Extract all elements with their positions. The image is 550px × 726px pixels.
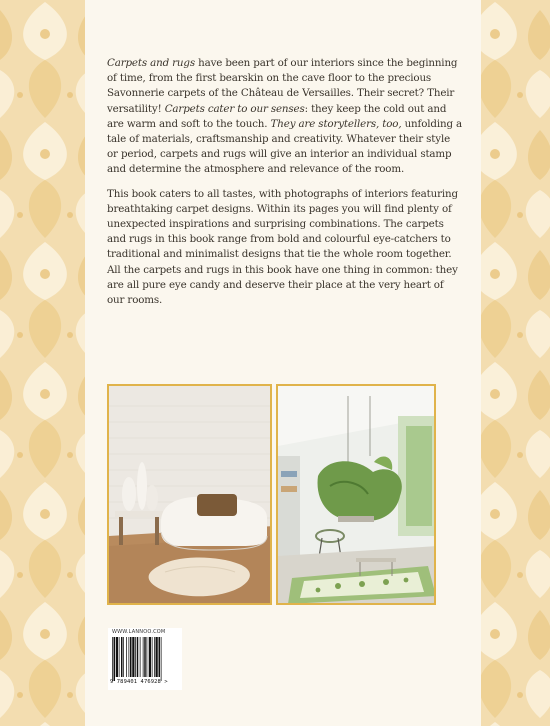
barcode-bar — [121, 637, 123, 677]
barcode-bar — [147, 637, 148, 677]
barcode-bar — [130, 637, 132, 677]
paragraph-conclusion: All the carpets and rugs in this book have one thing in common: they are all pure eye candy and deserve their place at the very heart of our rooms. — [107, 263, 458, 307]
barcode-bar — [159, 637, 161, 677]
plant-room-illustration — [278, 386, 436, 605]
barcode-bar — [149, 637, 151, 677]
storytellers-text: unfolding a tale of materials, craftsmanship and creativity. Whatever their style or period, carpets and rugs will give an interior an individual stamp and determine the atmosphere and relevance of the room. — [107, 117, 463, 176]
barcode-bar — [140, 637, 141, 677]
isbn-number: 9 789401 476928 > — [110, 679, 168, 685]
barcode-bar — [114, 637, 116, 681]
senses-text: : they keep the cold out and are warm and soft to the touch. — [107, 102, 447, 130]
storytellers-italic-phrase: They are storytellers, too, — [270, 117, 402, 130]
barcode-bar — [112, 637, 113, 681]
barcode-bar — [132, 637, 134, 677]
barcode-bar — [129, 637, 130, 677]
barcode-bar — [119, 637, 120, 677]
barcode-bar — [123, 637, 124, 677]
blurb-text — [107, 56, 463, 317]
barcode-bar — [116, 637, 118, 677]
barcode-bar — [154, 637, 155, 677]
barcode-bar — [161, 637, 162, 681]
senses-italic-phrase: Carpets cater to our senses — [164, 102, 305, 115]
intro-italic-phrase: Carpets and rugs — [107, 57, 195, 69]
paragraph-book-description: This book caters to all tastes, with photographs of interiors featuring breathtaking carpet designs. Within its pages you will find plenty of unexpected inspirations and surprising combinations. The carpets and rugs in this book range from bold and colourful eye-catchers to traditional and minimalist designs that tie the whole room together. — [107, 187, 458, 261]
barcode-bar — [137, 637, 139, 677]
photo-plant-filled-room — [276, 384, 436, 605]
paragraph-intro — [107, 56, 463, 178]
intro-text: have been part of our interiors since the beginning of time, from the first bearskin on the cave floor to the precious Savonnerie carpets of the Château de Versailles. Their secret? Their versatility! — [107, 57, 458, 115]
publisher-website: WWW.LANNOO.COM — [112, 629, 166, 635]
photo-white-living-room — [107, 384, 272, 605]
barcode-bar — [143, 637, 144, 677]
barcode-bar — [144, 637, 146, 677]
barcode-bar — [135, 637, 136, 677]
barcode-bar — [152, 637, 153, 677]
barcode-bar — [156, 637, 158, 677]
white-room-illustration — [109, 386, 272, 605]
barcode-bar — [126, 637, 127, 677]
